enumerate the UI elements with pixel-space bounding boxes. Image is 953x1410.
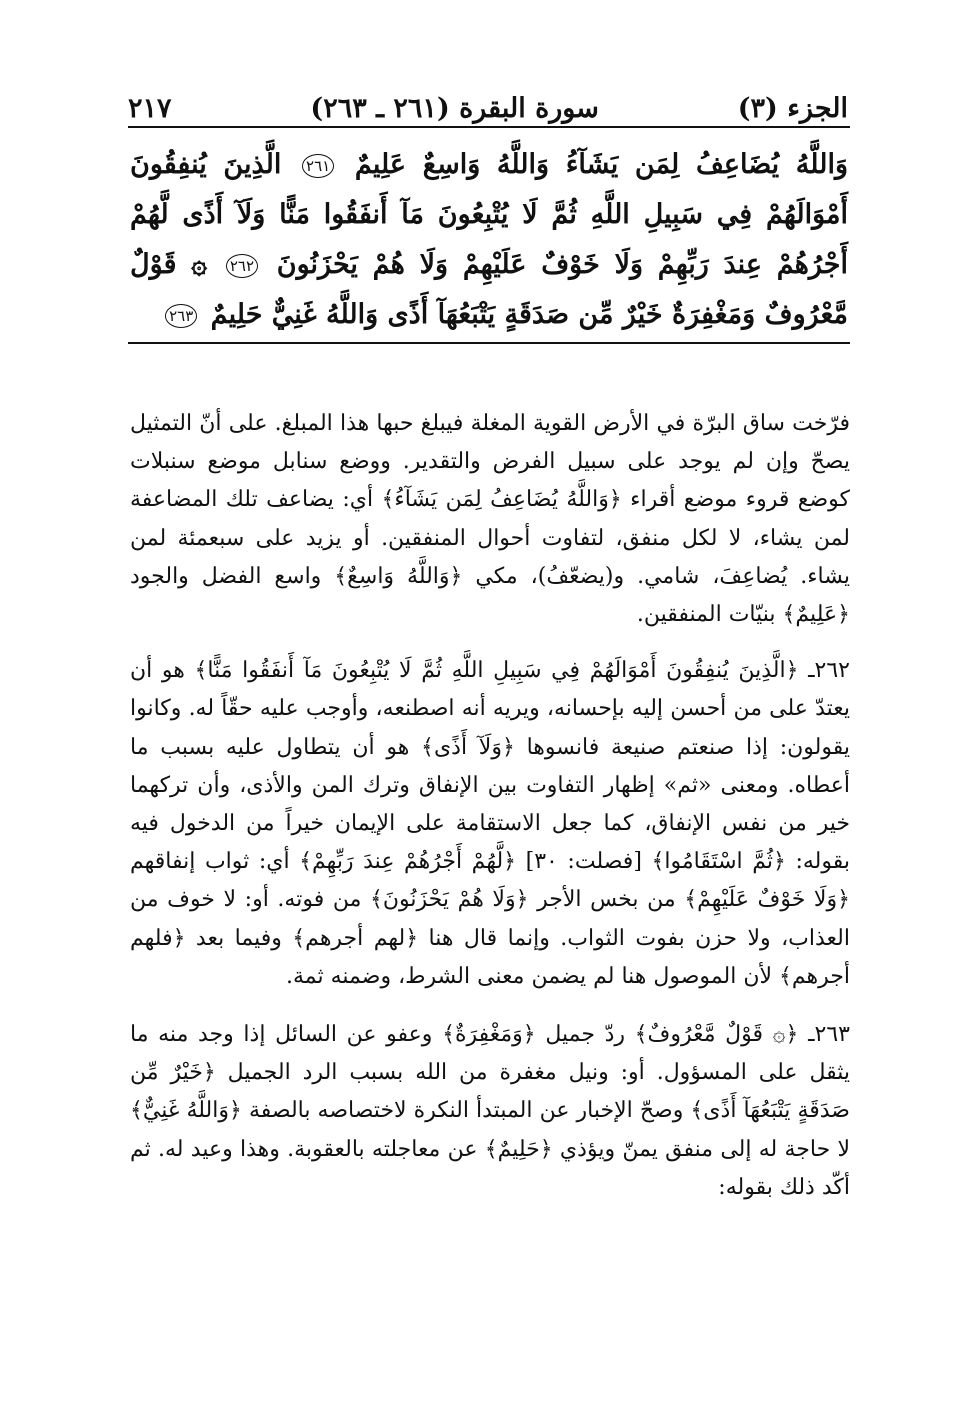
quran-segment: الَّذِينَ يُنفِقُونَ أَمْوَالَهُمْ فِي سَبِيلِ اللَّهِ ثُمَّ لَا يُتْبِعُونَ مَآ أَنفَقُوا مَنًّا وَلَآ أَذًى لَّهُمْ أَجْرُهُمْ عِندَ رَبِّهِمْ وَلَا خَوْفٌ عَلَيْهِمْ وَلَا هُمْ يَحْزَنُونَ [130, 149, 848, 280]
commentary-paragraph: فرّخت ساق البرّة في الأرض القوية المغلة فيبلغ حبها هذا المبلغ. على أنّ التمثيل يصحّ وإن لم يوجد على سبيل الفرض والتقدير. ووضع سنابل موضع سنبلات كوضع قروء موضع أقراء ﴿وَاللَّهُ يُضَاعِفُ لِمَن يَشَآءُ﴾ أي: يضاعف تلك المضاعفة لمن يشاء، لا لكل منفق، لتفاوت أحوال المنفقين. أو يزيد على سبعمئة لمن يشاء. يُضاعِفَ، شامي. و(يضعّفُ)، مكي ﴿وَاللَّهُ وَاسِعٌ﴾ واسع الفضل والجود ﴿عَلِيمٌ﴾ بنيّات المنفقين. [130, 411, 850, 628]
quran-segment: وَاللَّهُ يُضَاعِفُ لِمَن يَشَآءُ وَاللَّهُ وَاسِعٌ عَلِيمٌ [354, 149, 848, 180]
ayah-number-marker: ٢٦١ [302, 154, 334, 178]
page-header [128, 84, 848, 124]
commentary-paragraph: ٢٦٢ـ ﴿الَّذِينَ يُنفِقُونَ أَمْوَالَهُمْ فِي سَبِيلِ اللَّهِ ثُمَّ لَا يُتْبِعُونَ مَآ أَنفَقُوا مَنًّا﴾ هو أن يعتدّ على من أحسن إليه بإحسانه، ويريه أنه اصطنعه، وأوجب عليه حقّاً له. وكانوا يقولون: إذا صنعتم صنيعة فانسوها ﴿وَلَآ أَذًى﴾ هو أن يتطاول عليه بسبب ما أعطاه. ومعنى «ثم» إظهار التفاوت بين الإنفاق وترك المن والأذى، وأن تركهما خير من نفس الإنفاق، كما جعل الاستقامة على الإيمان خيراً من الدخول فيه بقوله: ﴿ثُمَّ اسْتَقَامُوا﴾ [فصلت: ٣٠] ﴿لَّهُمْ أَجْرُهُمْ عِندَ رَبِّهِمْ﴾ أي: ثواب إنفاقهم ﴿وَلَا خَوْفٌ عَلَيْهِمْ﴾ من بخس الأجر ﴿وَلَا هُمْ يَحْزَنُونَ﴾ من فوته. أو: لا خوف من العذاب، ولا حزن بفوت الثواب. وإنما قال هنا ﴿لهم أجرهم﴾ وفيما بعد ﴿فلهم أجرهم﴾ لأن الموصول هنا لم يضمن معنى الشرط، وضمنه ثمة. [130, 658, 850, 989]
page-number: ٢١٧ [128, 93, 172, 124]
header-divider [128, 126, 850, 128]
commentary-body [130, 405, 850, 1207]
ayah-number-marker: ٢٦٢ [226, 254, 258, 278]
commentary-paragraph: ٢٦٣ـ ﴿۞ قَوْلٌ مَّعْرُوفٌ﴾ ردّ جميل ﴿وَمَغْفِرَةٌ﴾ وعفو عن السائل إذا وجد منه ما يثقل على المسؤول. أو: ونيل مغفرة من الله بسبب الرد الجميل ﴿خَيْرٌ مِّن صَدَقَةٍ يَتْبَعُهَآ أَذًى﴾ وصحّ الإخبار عن المبتدأ النكرة لاختصاصه بالصفة ﴿وَاللَّهُ غَنِيٌّ﴾ لا حاجة له إلى منفق يمنّ ويؤذي ﴿حَلِيمٌ﴾ عن معاجلته بالعقوبة. وهذا وعيد له. ثم أكّد ذلك بقوله: [130, 1022, 850, 1200]
surah-title: سورة البقرة (٢٦١ ـ ٢٦٣) [310, 93, 599, 124]
juz-label: الجزء (٣) [737, 93, 848, 124]
quran-segment: ۞ قَوْلٌ مَّعْرُوفٌ وَمَغْفِرَةٌ خَيْرٌ مِّن صَدَقَةٍ يَتْبَعُهَآ أَذًى وَاللَّهُ غَنِيٌّ حَلِيمٌ [130, 249, 848, 330]
ayah-number-marker: ٢٦٣ [165, 304, 197, 328]
quran-verses-block [130, 140, 848, 340]
verses-divider [128, 342, 850, 344]
